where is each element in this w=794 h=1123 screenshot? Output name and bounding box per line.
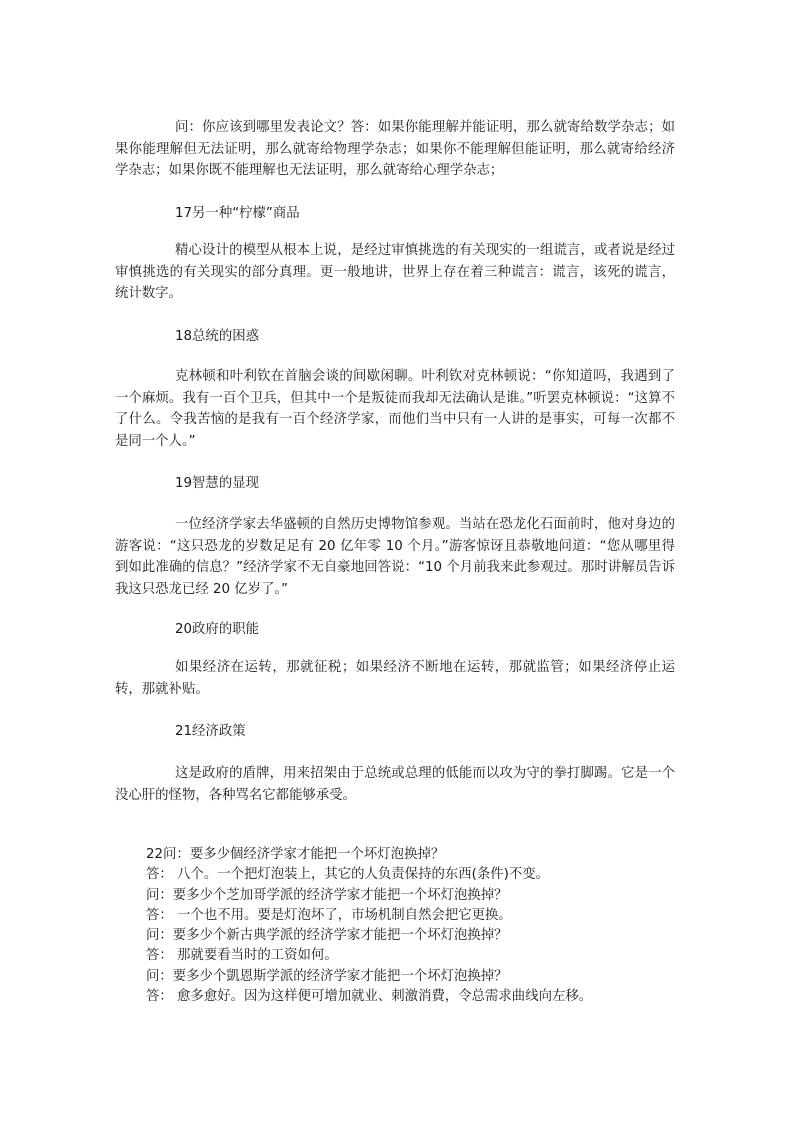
qa-line: 22问：要多少個经济学家才能把一个坏灯泡换掉？ (146, 847, 445, 862)
qa-line: 问：要多少个芝加哥学派的经济学家才能把一个坏灯泡换掉？ (146, 887, 508, 903)
heading-20: 20政府的职能 (175, 622, 259, 637)
heading-19: 19智慧的显现 (175, 476, 259, 491)
qa-line: 答： 愈多愈好。因为这样便可增加就业、刺激消費，令总需求曲线向左移。 (146, 989, 593, 1005)
qa-list (146, 845, 706, 1007)
paragraph-18: 克林顿和叶利钦在首脑会谈的间歇闲聊。叶利钦对克林顿说：“你知道吗，我遇到了一个麻烦。我有一百个卫兵，但其中一个是叛徒而我却无法确认是谁。”听罢克林顿说：“这算不了什么。令我苦恼的是我有一百个经济学家，而他们当中只有一人讲的是事实，可每一次都不是同一个人。” (115, 369, 675, 449)
heading-18: 18总统的困惑 (175, 329, 259, 344)
qa-line: 答： 那就要看当时的工资如何。 (146, 948, 338, 964)
qa-line: 问：要多少个凱恩斯学派的经济学家才能把一个坏灯泡换掉？ (146, 968, 508, 984)
qa-line: 问：要多少个新古典学派的经济学家才能把一个坏灯泡换掉？ (146, 928, 508, 944)
paragraph-19: 一位经济学家去华盛顿的自然历史博物馆参观。当站在恐龙化石面前时，他对身边的游客说：“这只恐龙的岁数足足有 20 亿年零 10 个月。”游客惊讶且恭敬地问道：“您从哪里得到如此准确的信息？”经济学家不无自豪地回答说：“10 个月前我来此参观过。那时讲解员告诉我这只恐龙已经 20 亿岁了。” (115, 517, 675, 597)
heading-17: 17另一种“柠檬”商品 (175, 206, 300, 221)
qa-line: 答： 八个。一个把灯泡装上，其它的人负责保持的东西(条件)不变。 (146, 867, 550, 883)
qa-line: 答： 一个也不用。要是灯泡坏了，市场机制自然会把它更换。 (146, 907, 512, 923)
paragraph-21: 这是政府的盾牌，用来招架由于总统或总理的低能而以攻为守的拳打脚踢。它是一个没心肝的怪物，各种骂名它都能够承受。 (115, 766, 675, 803)
paragraph-17: 精心设计的模型从根本上说，是经过审慎挑选的有关现实的一组谎言，或者说是经过审慎挑选的有关现实的部分真理。更一般地讲，世界上存在着三种谎言：谎言，该死的谎言，统计数字。 (115, 243, 675, 302)
paragraph-20: 如果经济在运转，那就征税；如果经济不断地在运转，那就监管；如果经济停止运转，那就补贴。 (115, 660, 675, 697)
paragraph-16: 问：你应该到哪里发表论文？答：如果你能理解并能证明，那么就寄给数学杂志；如果你能理解但无法证明，那么就寄给物理学杂志；如果你不能理解但能证明，那么就寄给经济学杂志；如果你既不能理解也无法证明，那么就寄给心理学杂志； (115, 120, 675, 179)
heading-21: 21经济政策 (175, 724, 246, 739)
